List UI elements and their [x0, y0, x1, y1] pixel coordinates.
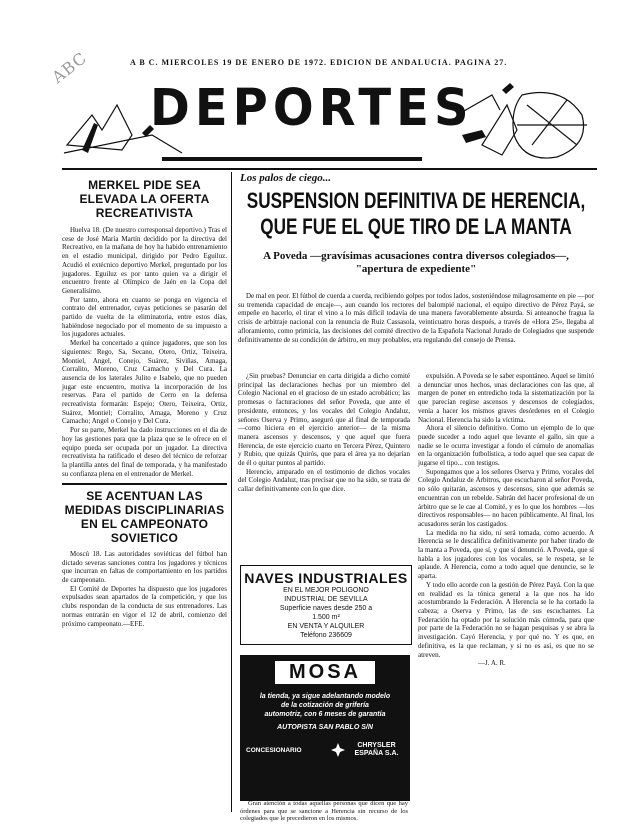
- concession-label: CONCESIONARIO: [246, 746, 302, 754]
- left-divider: [62, 483, 227, 485]
- paragraph: Y todo ello acorde con la gestión de Pérez Payá. Con la que en realidad es la tónica general a la que nos ha ido acostumbrando la Federación. A Herencia se le ha cortado la cabeza; a Oserva y Primo, las de sus escuchantes. La Federación ha optado por la solución más cómoda, para que por parte de la Federación no se hagan pesquisas y se abra la investigación. Cayó Herencia, y por qué no. Y es que, en definitiva, es la que reclaman, y si no es así, es que no se atreven.: [418, 580, 594, 659]
- ad-line: la tienda, ya sigue adelantando modelo: [259, 693, 391, 700]
- section-title: DEPORTES: [150, 78, 474, 138]
- left-column: [62, 178, 227, 628]
- chrysler-star-icon: [330, 742, 346, 758]
- ad-line: de la cotización de grifería: [281, 702, 369, 709]
- paragraph: expulsión. A Poveda se le saber espontáneo. Aquel se limitó a denunciar unos hechos, unas declaraciones con las que, al margen de poner en entredicho toda la sistematización por la que parecían regirse ascensos y descensos de colegiados, venía a hacer los mismos graves desórdenes en el Colegio Nacional. Herencia ha sido la víctima.: [418, 372, 594, 424]
- bottom-note: [240, 800, 408, 823]
- left-headline-2: SE ACENTUAN LAS MEDIDAS DISCIPLINARIAS EN EL CAMPEONATO SOVIETICO: [64, 488, 225, 545]
- paragraph: Por su parte, Merkel ha dado instrucciones en el día de hoy las gestiones para que la plaza que se le ofrece en el equipo pueda ser ocupada por un jugador. La directiva recreativista ha ratificado el deseo del técnico de reforzar la plantilla antes del final de temporada, y ha manifestado su confianza plena en el entrenador de Merkel.: [62, 426, 227, 478]
- signature: —J. A. R.: [478, 659, 506, 668]
- paragraph: Herencio, amparado en el testimonio de dichos vocales del Colegio Andaluz, tras precisar que no ha sido, se trata de callar definitivamente con lo que dice.: [238, 467, 410, 494]
- left-body-2: [62, 550, 227, 628]
- chrysler-label: CHRYSLER ESPAÑA S.A.: [354, 742, 399, 757]
- paragraph: Gran atención a todas aquellas personas que dicen que hay órdenes para que se sancione a Herencia sin recurso de los colegiados que le precedieron en los mismos.: [240, 800, 408, 822]
- ad-line: automotriz, con 6 meses de garantía: [264, 711, 386, 718]
- paragraph: Por tanto, ahora en cuanto se ponga en vigencia el contrato del entrenador, cuyas peticiones se pasarán del partido de vuelta de la eliminatoria, entre estos días, habiéndose negociado por el momento de su impuesto a los jugadores actuales.: [62, 295, 227, 339]
- main-kicker: Los palos de ciego...: [240, 172, 332, 184]
- mosa-logo: MOSA: [275, 661, 375, 684]
- main-headline-line-2: QUE FUE EL QUE TIRO DE LA MANTA: [260, 214, 572, 239]
- header-rule: [62, 168, 597, 170]
- ad-naves-industriales: [240, 565, 412, 645]
- main-lead: [238, 292, 594, 344]
- paragraph: De mal en peor. El fútbol de cuerda a cuerda, recibiendo golpes por todos lados, sosteniéndose milagrosamente en pie —por su tremenda capacidad de encaje—, aun cuando los rectores del balompié nacional, el equipo directivo de Pérez Payá, se empeñe en hacerlo, el tirar el vino a lo más difícil todavía de una manera favorablemente absurda. Si anteanoche fragua la crisis de arbitraje nacional con la renuncia de Ruiz Cassasola, veinticuatro horas después, a través de «Hora 25», llegaba al afloramiento, como primicia, las decisiones del comité directivo de la Española Nacional Jurado de Colegiados que suspende definitivamente de su condición de árbitro, en muy probables, era regulando del consejo de Prensa.: [238, 292, 594, 344]
- left-body: [62, 226, 227, 478]
- paragraph: La medida no ha sido, ni será tomada, como acuerdo. A Herencia se le descalifica definitivamente por haber tirado de la manta a Poveda, que sí, y que sí denunció. A Poveda, que sí habla a los jugadores con los vocales, se le respeta, se le aplaude. A Herencia, como a todo aquel que denuncie, se le aparta.: [418, 528, 594, 581]
- ad-phone: Teléfono 236609: [300, 632, 352, 639]
- ad-line: EN VENTA Y ALQUILER: [287, 623, 365, 630]
- ad-mosa: [240, 655, 410, 801]
- paragraph: Supongamos que a los señores Oserva y Primo, vocales del Colegio Andaluz de Árbitros, que escucharon al señor Poveda, no sólo quitarán, ascensos y descensos, sino que además se encuentran con un rebelde. Sabrán del hacer profesional de un árbitro que se le cae al Comité, y es lo que los hombres —los directivos responsables— no hacen públicamente. Al final, los acusadores serán los castigados.: [418, 467, 594, 528]
- chrysler-brand: [330, 742, 404, 758]
- paragraph: Huelva 18. (De nuestro corresponsal deportivo.) Tras el cese de José María Martín decidido por la directiva del Recreativo, en la mañana de hoy ha habido entrenamiento en el estadio municipal, dirigido por Pedro Eguiluz. Acudió el extécnico deportivo Merkel, preguntado por los jugadores. Eguiluz es por tanto quien va a dirigir el encuentro frente al Olímpico de Jaén en la Copa del Generalísimo.: [62, 226, 227, 295]
- ad-line: EN EL MEJOR POLIGONO: [283, 587, 369, 594]
- abc-watermark: ABC: [48, 48, 91, 87]
- paragraph: Merkel ha concertado a quince jugadores, que son los siguientes: Rego, Sa, Secano, Otero, Ortiz, Teixeira, Montiel, Angel, Conejo, Suárez, Siviñas, Amaga, Corralito, Moreno, Cruz Camacho y Del Cura. La ausencia de los laterales Julito e Isabelo, que no pueden jugar este encuentro, motiva la incorporación de los reservas. Para el partido de Cerro en la defensa recreativista formarán: Espejo; Otero, Teixeira, Ortiz, Suárez, Montiel; Corralito, Amaga, Moreno y Cruz Camacho; Angel o Conejo y Del Cura.: [62, 339, 227, 426]
- paragraph: ¿Sin pruebas? Denunciar en carta dirigida a dicho comité principal las declaraciones hechas por un miembro del Colegio Nacional en el gracioso de un estado acrobático; las promesas o facturaciones del señor Poveda, que ante el presidente, entonces, y los vocales del Colegio Andaluz, señores Oserva y Primo, aseguró que al final de temporada —como hiciera en el ejercicio anterior— de la misma manera ascensos y descensos, y que aquel que fuera Herencia, de este ejercicio cuarto en Tercera Pérez, Quintero y Rubio, que quizás Quirós, que para el área ya no dejarían de él o quitar puntos al partido.: [238, 372, 410, 468]
- paragraph: Moscú 18. Las autoridades soviéticas del fútbol han dictado severas sanciones contra los jugadores y técnicos que incurran en faltas de comportamiento en los partidos de campeonato.: [62, 549, 227, 584]
- left-headline: MERKEL PIDE SEA ELEVADA LA OFERTA RECREATIVISTA: [79, 178, 210, 220]
- ad-line: INDUSTRIAL DE SEVILLA: [284, 596, 368, 603]
- running-head: A B C. MIERCOLES 19 DE ENERO DE 1972. EDICION DE ANDALUCIA. PAGINA 27.: [130, 58, 508, 67]
- main-column-a: [238, 372, 410, 494]
- column-divider: [231, 172, 232, 812]
- ad-line: Superficie naves desde 250 a: [279, 605, 373, 612]
- main-subhead: A Poveda —gravísimas acusaciones contra diversos colegiados—, "apertura de expediente": [263, 250, 569, 275]
- ad-line: 1.500 m²: [312, 614, 340, 621]
- main-column-b: [418, 372, 594, 667]
- paragraph: Ahora el silencio definitivo. Como un ejemplo de lo que puede suceder a todo aquel que levante el gallo, sin que a nadie se le ocurra investigar a fondo el cúmulo de anomalías en la organización futbolística, a todo aquel que sea capaz de jugarse el tipo... con testigos.: [418, 424, 594, 468]
- ad-footer: [246, 742, 404, 758]
- paragraph: El Comité de Deportes ha dispuesto que los jugadores expulsados sean apartados de la competición, y que los clubs respondan de la conducta de sus entrenadores. Las normas entrarán en vigor el 12 de abril, comienzo del próximo campeonato.—EFE.: [62, 584, 227, 628]
- main-headline: [236, 188, 596, 240]
- main-headline-line-1: SUSPENSION DEFINITIVA DE HERENCIA,: [246, 188, 586, 213]
- ad-address: AUTOPISTA SAN PABLO S/N: [277, 724, 373, 731]
- ad-title: NAVES INDUSTRIALES: [244, 570, 408, 586]
